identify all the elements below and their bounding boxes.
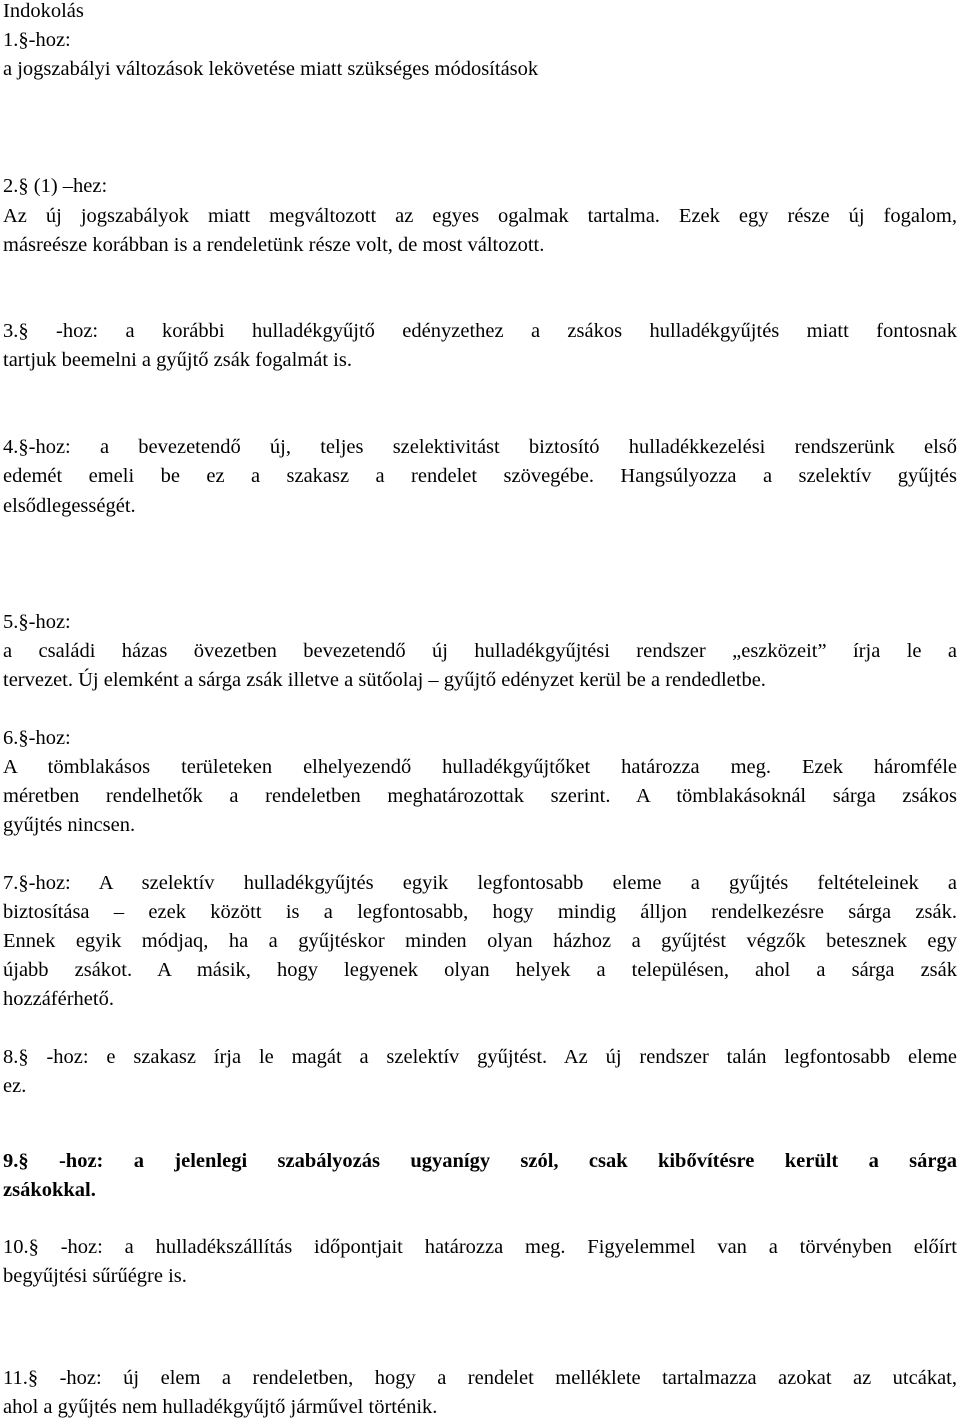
section-7-line-1: 7.§-hoz: A szelektív hulladékgyűjtés egyik legfontosabb eleme a gyűjtés feltételeinek a xyxy=(3,872,957,894)
section-5-line-1: a családi házas övezetben bevezetendő új hulladékgyűjtési rendszer „eszközeit” írja le a xyxy=(3,640,957,662)
section-8-line-2: ez. xyxy=(3,1075,27,1097)
section-6-line-1: A tömblakásos területeken elhelyezendő hulladékgyűjtőket határozza meg. Ezek háromféle xyxy=(3,756,957,778)
section-9-line-1: 9.§ -hoz: a jelenlegi szabályozás ugyanígy szól, csak kibővítésre került a sárga xyxy=(3,1150,957,1172)
section-1-heading: 1.§-hoz: xyxy=(3,29,71,51)
document-title: Indokolás xyxy=(3,0,84,22)
section-7-line-3: Ennek egyik módjaq, ha a gyűjtéskor minden olyan házhoz a gyűjtést végzők betesznek egy xyxy=(3,930,957,952)
section-6-line-3: gyűjtés nincsen. xyxy=(3,814,136,836)
section-3-line-2: tartjuk beemelni a gyűjtő zsák fogalmát is. xyxy=(3,349,352,371)
section-2-line-1: Az új jogszabályok miatt megváltozott az egyes ogalmak tartalma. Ezek egy része új fogalom, xyxy=(3,205,957,227)
section-4-line-2: edemét emeli be ez a szakasz a rendelet szövegébe. Hangsúlyozza a szelektív gyűjtés xyxy=(3,465,957,487)
section-1-text: a jogszabályi változások lekövetése miatt szükséges módosítások xyxy=(3,58,539,80)
section-5-line-2: tervezet. Új elemként a sárga zsák illetve a sütőolaj – gyűjtő edényzet kerül be a rendedletbe. xyxy=(3,669,766,691)
section-10-line-2: begyűjtési sűrűégre is. xyxy=(3,1265,187,1287)
section-2-heading: 2.§ (1) –hez: xyxy=(3,175,108,197)
section-7-line-5: hozzáférhető. xyxy=(3,988,114,1010)
section-10-line-1: 10.§ -hoz: a hulladékszállítás időpontjait határozza meg. Figyelemmel van a törvényben előírt xyxy=(3,1236,957,1258)
section-4-line-3: elsődlegességét. xyxy=(3,495,136,517)
section-11-line-2: ahol a gyűjtés nem hulladékgyűjtő járművel történik. xyxy=(3,1396,438,1418)
section-5-heading: 5.§-hoz: xyxy=(3,611,71,633)
section-6-heading: 6.§-hoz: xyxy=(3,727,71,749)
section-6-line-2: méretben rendelhetők a rendeletben meghatározottak szerint. A tömblakásoknál sárga zsákos xyxy=(3,785,957,807)
section-2-line-2: másreésze korábban is a rendeletünk része volt, de most változott. xyxy=(3,234,545,256)
section-9-line-2: zsákokkal. xyxy=(3,1179,96,1201)
section-7-line-4: újabb zsákot. A másik, hogy legyenek olyan helyek a településen, ahol a sárga zsák xyxy=(3,959,957,981)
section-11-line-1: 11.§ -hoz: új elem a rendeletben, hogy a rendelet melléklete tartalmazza azokat az utcákat, xyxy=(3,1367,957,1389)
section-4-line-1: 4.§-hoz: a bevezetendő új, teljes szelektivitást biztosító hulladékkezelési rendszerünk első xyxy=(3,436,957,458)
section-8-line-1: 8.§ -hoz: e szakasz írja le magát a szelektív gyűjtést. Az új rendszer talán legfontosabb eleme xyxy=(3,1046,957,1068)
section-7-line-2: biztosítása – ezek között is a legfontosabb, hogy mindig álljon rendelkezésre sárga zsák. xyxy=(3,901,957,923)
section-3-line-1: 3.§ -hoz: a korábbi hulladékgyűjtő edényzethez a zsákos hulladékgyűjtés miatt fontosnak xyxy=(3,320,957,342)
